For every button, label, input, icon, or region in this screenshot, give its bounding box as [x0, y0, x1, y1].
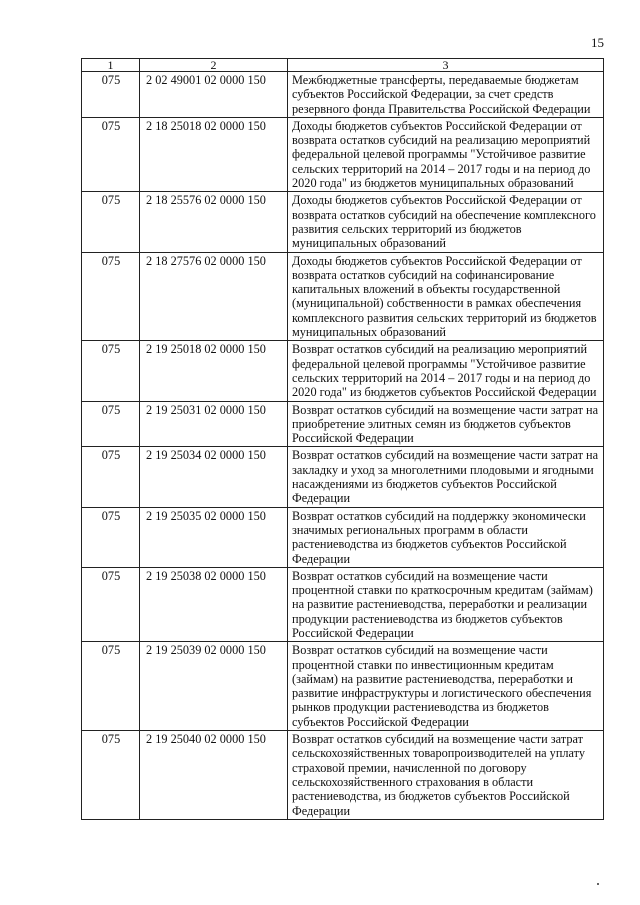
admin-code-cell: 075 [82, 507, 140, 567]
admin-code-cell: 075 [82, 731, 140, 820]
kbk-code-cell: 2 19 25038 02 0000 150 [140, 567, 288, 641]
admin-code-cell: 075 [82, 401, 140, 447]
stray-mark [597, 883, 599, 885]
table-row [82, 731, 604, 820]
budget-codes-table [81, 58, 604, 820]
column-header-1: 1 [82, 59, 140, 72]
column-header-2: 2 [140, 59, 288, 72]
description-cell: Возврат остатков субсидий на возмещение части затрат на приобретение элитных семян из бюджетов субъектов Российской Федерации [288, 401, 604, 447]
description-cell: Доходы бюджетов субъектов Российской Федерации от возврата остатков субсидий на реализацию мероприятий федеральной целевой программы "Устойчивое развитие сельских территорий на 2014 – 2017 годы и на период до 2020 года" из бюджетов муниципальных образований [288, 117, 604, 191]
admin-code-cell: 075 [82, 642, 140, 731]
admin-code-cell: 075 [82, 252, 140, 341]
admin-code-cell: 075 [82, 567, 140, 641]
table-row [82, 192, 604, 252]
table-row [82, 447, 604, 507]
table-row [82, 401, 604, 447]
kbk-code-cell: 2 19 25039 02 0000 150 [140, 642, 288, 731]
description-cell: Возврат остатков субсидий на возмещение части затрат сельскохозяйственных товаропроизводителей на уплату страховой премии, начисленной по договору сельскохозяйственного страхования в области растениеводства, из бюджетов субъектов Российской Федерации [288, 731, 604, 820]
column-header-3: 3 [288, 59, 604, 72]
table-row [82, 507, 604, 567]
description-cell: Доходы бюджетов субъектов Российской Федерации от возврата остатков субсидий на софинансирование капитальных вложений в объекты государственной (муниципальной) собственности в рамках обеспечения комплексного развития сельских территорий из бюджетов муниципальных образований [288, 252, 604, 341]
table-header-row [82, 59, 604, 72]
kbk-code-cell: 2 19 25034 02 0000 150 [140, 447, 288, 507]
admin-code-cell: 075 [82, 72, 140, 118]
page-number: 15 [591, 35, 604, 50]
table-row [82, 341, 604, 401]
admin-code-cell: 075 [82, 117, 140, 191]
kbk-code-cell: 2 19 25031 02 0000 150 [140, 401, 288, 447]
kbk-code-cell: 2 19 25018 02 0000 150 [140, 341, 288, 401]
description-cell: Межбюджетные трансферты, передаваемые бюджетам субъектов Российской Федерации, за счет средств резервного фонда Правительства Российской Федерации [288, 72, 604, 118]
table-row [82, 567, 604, 641]
admin-code-cell: 075 [82, 192, 140, 252]
kbk-code-cell: 2 19 25035 02 0000 150 [140, 507, 288, 567]
kbk-code-cell: 2 18 27576 02 0000 150 [140, 252, 288, 341]
description-cell: Возврат остатков субсидий на возмещение части затрат на закладку и уход за многолетними плодовыми и ягодными насаждениями из бюджетов субъектов Российской Федерации [288, 447, 604, 507]
description-cell: Доходы бюджетов субъектов Российской Федерации от возврата остатков субсидий на обеспечение комплексного развития сельских территорий из бюджетов муниципальных образований [288, 192, 604, 252]
description-cell: Возврат остатков субсидий на возмещение части процентной ставки по краткосрочным кредитам (займам) на развитие растениеводства, переработки и реализации продукции растениеводства из бюджетов субъектов Российской Федерации [288, 567, 604, 641]
table-row [82, 72, 604, 118]
kbk-code-cell: 2 02 49001 02 0000 150 [140, 72, 288, 118]
table-row [82, 117, 604, 191]
admin-code-cell: 075 [82, 447, 140, 507]
kbk-code-cell: 2 19 25040 02 0000 150 [140, 731, 288, 820]
admin-code-cell: 075 [82, 341, 140, 401]
description-cell: Возврат остатков субсидий на поддержку экономически значимых региональных программ в области растениеводства из бюджетов субъектов Российской Федерации [288, 507, 604, 567]
table-row [82, 642, 604, 731]
description-cell: Возврат остатков субсидий на реализацию мероприятий федеральной целевой программы "Устойчивое развитие сельских территорий на 2014 – 2017 годы и на период до 2020 года" из бюджетов субъектов Российской Федерации [288, 341, 604, 401]
table-row [82, 252, 604, 341]
description-cell: Возврат остатков субсидий на возмещение части процентной ставки по инвестиционным кредитам (займам) на развитие растениеводства, переработки и развитие инфраструктуры и логистического обеспечения рынков продукции растениеводства из бюджетов субъектов Российской Федерации [288, 642, 604, 731]
kbk-code-cell: 2 18 25018 02 0000 150 [140, 117, 288, 191]
kbk-code-cell: 2 18 25576 02 0000 150 [140, 192, 288, 252]
